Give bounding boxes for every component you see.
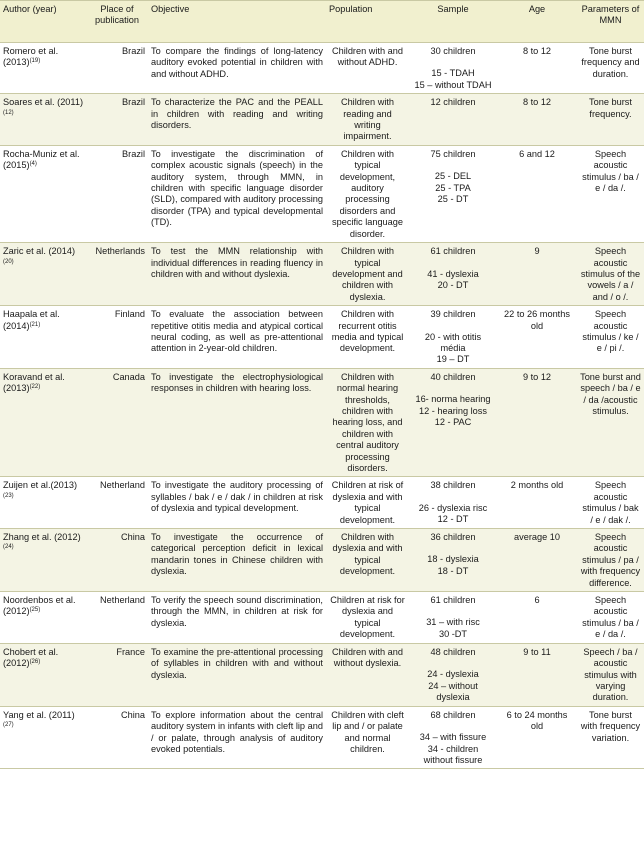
sample-line: 20 - with otitis média [424,331,482,353]
cell-objective: To investigate the discrimination of complex acoustic signals (speech) in the auditory system, through MMN, in children with specific language disorder (SLD), compared with auditory processing disorder (TPA) and typical developmental (TD). [148,145,326,242]
reference-number: (26) [29,659,41,666]
reference-number: (23) [3,492,14,499]
cell-age: 2 months old [497,477,577,529]
header-author: Author (year) [0,1,86,43]
cell-population: Children at risk of dyslexia and with typical development. [326,477,409,529]
reference-number: (21) [29,321,41,328]
sample-line: 25 - DEL [434,171,472,182]
cell-age: 22 to 26 months old [497,306,577,369]
sample-line: 34 – with fissure [419,732,487,743]
cell-population: Children with recurrent otitis media and typical development. [326,306,409,369]
cell-objective: To explore information about the central auditory system in infants with cleft lip and / or palate, through analysis of auditory evoked potentials. [148,706,326,769]
cell-params: Tone burst frequency. [577,94,644,146]
cell-params: Speech acoustic stimulus / bak / e / dak /. [577,477,644,529]
sample-line: 19 – DT [436,354,470,365]
reference-number: (24) [3,544,14,551]
author-name: Chobert et al. (2012) [3,646,59,669]
sample-gap [412,658,494,669]
cell-population: Children with and without dyslexia. [326,643,409,706]
sample-line: 20 - DT [437,279,469,290]
cell-objective: To verify the speech sound discrimination, through the MMN, in children at risk for dyslexia. [148,592,326,644]
cell-place: Netherland [86,592,148,644]
author-name: Zuijen et al.(2013) [3,480,78,491]
sample-line: 12 - hearing loss [419,405,487,416]
sample-gap [412,606,494,617]
cell-place: Brazil [86,145,148,242]
reference-number: (20) [3,258,14,265]
cell-sample [409,145,497,242]
cell-population: Children with reading and writing impairment. [326,94,409,146]
header-objective: Objective [148,1,326,43]
table-row [0,706,644,769]
cell-params: Speech acoustic stimulus of the vowels / a / and / o /. [577,243,644,306]
cell-place: China [86,706,148,769]
sample-gap [412,321,494,332]
cell-age: 6 to 24 months old [497,706,577,769]
cell-objective: To investigate the occurrence of categorical perception deficit in lexical mandarin tones in Chinese children with dyslexia. [148,529,326,592]
sample-line: 16- norma hearing [415,394,491,405]
table-row [0,43,644,94]
cell-age: 9 [497,243,577,306]
cell-params: Speech acoustic stimulus / pa / with frequency difference. [577,529,644,592]
sample-line: 26 - dyslexia risc [418,502,488,513]
cell-population: Children with typical development, auditory processing disorders and specific language disorder. [326,145,409,242]
cell-objective: To compare the findings of long-latency auditory evoked potential in children with and without ADHD. [148,43,326,94]
cell-objective: To test the MMN relationship with individual differences in reading fluency in children with and without dyslexia. [148,243,326,306]
author-name: Koravand et al. (2013) [3,371,65,394]
cell-author [0,368,86,477]
sample-gap [412,492,494,503]
cell-author [0,643,86,706]
cell-sample [409,43,497,94]
table-row [0,477,644,529]
author-name: Yang et al. (2011) [3,709,75,720]
sample-line: 24 - dyslexia [427,669,479,680]
sample-line: 61 children [430,246,476,257]
reference-number: (22) [29,384,41,391]
header-sample: Sample [409,1,497,43]
cell-params: Tone burst and speech / ba / e / da /acoustic stimulus. [577,368,644,477]
table-row [0,643,644,706]
sample-gap [412,57,494,68]
cell-objective: To investigate the auditory processing of syllables / bak / e / dak / in children at risk of dyslexia and typical development. [148,477,326,529]
cell-age: 6 and 12 [497,145,577,242]
cell-params: Speech acoustic stimulus / ba / e / da /. [577,592,644,644]
sample-gap [412,543,494,554]
sample-line: 25 - TPA [435,182,471,193]
sample-line: 25 - DT [437,194,469,205]
header-params: Parameters of MMN [577,1,644,43]
cell-sample [409,243,497,306]
cell-age: 8 to 12 [497,43,577,94]
sample-gap [412,383,494,394]
cell-age: 9 to 12 [497,368,577,477]
sample-gap [412,258,494,269]
cell-population: Children with cleft lip and / or palate and normal children. [326,706,409,769]
sample-gap [412,721,494,732]
cell-population: Children with and without ADHD. [326,43,409,94]
cell-sample [409,706,497,769]
header-place: Place of publication [86,1,148,43]
cell-population: Children at risk for dyslexia and typical development. [326,592,409,644]
cell-place: China [86,529,148,592]
author-name: Soares et al. (2011) [3,97,84,108]
table-body [0,43,644,769]
sample-line: 61 children [430,595,476,606]
sample-line: 41 - dyslexia [427,268,479,279]
cell-author [0,145,86,242]
cell-objective: To examine the pre-attentional processing of syllables in children with and without dyslexia. [148,643,326,706]
cell-author [0,43,86,94]
cell-sample [409,477,497,529]
author-name: Zaric et al. (2014) [3,246,75,257]
cell-place: Netherlands [86,243,148,306]
cell-author [0,529,86,592]
author-name: Haapala et al. (2014) [3,309,60,331]
table-row [0,529,644,592]
sample-line: 38 children [430,480,476,491]
cell-author [0,306,86,369]
reference-number: (19) [29,58,41,65]
sample-line: 15 - TDAH [431,68,475,79]
cell-author [0,243,86,306]
sample-line: 30 -DT [438,628,468,639]
sample-line: 36 children [430,532,476,543]
sample-line: 75 children [430,148,476,159]
author-name: Rocha-Muniz et al. (2015) [3,148,80,171]
cell-params: Speech / ba / acoustic stimulus with varying duration. [577,643,644,706]
cell-population: Children with typical development and children with dyslexia. [326,243,409,306]
cell-age: 8 to 12 [497,94,577,146]
cell-population: Children with normal hearing thresholds, children with hearing loss, and children with central auditory processing disorders. [326,368,409,477]
sample-gap [412,160,494,171]
sample-line: 40 children [430,371,476,382]
cell-place: Netherland [86,477,148,529]
cell-objective: To characterize the PAC and the PEALL in children with reading and writing disorders. [148,94,326,146]
cell-author [0,477,86,529]
cell-place: Brazil [86,94,148,146]
table-row [0,306,644,369]
cell-sample [409,643,497,706]
author-name: Romero et al. (2013) [3,46,59,68]
sample-line: 30 children [430,46,476,56]
cell-place: Brazil [86,43,148,94]
sample-line: 68 children [430,709,476,720]
table-row [0,243,644,306]
cell-params: Speech acoustic stimulus / ke / e / pi /. [577,306,644,369]
reference-number: (4) [29,161,37,168]
author-name: Zhang et al. (2012) [3,532,81,543]
sample-line: 12 - DT [437,514,469,525]
header-age: Age [497,1,577,43]
table-row [0,368,644,477]
sample-line: 12 children [430,97,476,108]
sample-line: 24 – without dyslexia [428,680,478,702]
cell-population: Children with dyslexia and with typical development. [326,529,409,592]
cell-objective: To evaluate the association between repetitive otitis media and atypical cortical neural coding, as well as pre-attentional attention in 2-year-old children. [148,306,326,369]
cell-params: Tone burst with frequency variation. [577,706,644,769]
cell-sample [409,368,497,477]
cell-params: Tone burst frequency and duration. [577,43,644,94]
cell-sample [409,94,497,146]
table-header-row [0,1,644,43]
table-row [0,94,644,146]
cell-place: France [86,643,148,706]
sample-line: 12 - PAC [434,416,472,427]
cell-place: Canada [86,368,148,477]
cell-age: average 10 [497,529,577,592]
sample-line: 15 – without TDAH [414,79,492,90]
sample-line: 31 – with risc [426,617,480,628]
cell-age: 9 to 11 [497,643,577,706]
author-name: Noordenbos et al. (2012) [3,595,76,617]
cell-sample [409,306,497,369]
sample-line: 18 - DT [437,565,469,576]
sample-line: 18 - dyslexia [427,554,479,565]
table-row [0,145,644,242]
table-row [0,592,644,644]
sample-line: 48 children [430,646,476,657]
cell-author [0,94,86,146]
reference-number: (27) [3,722,14,729]
reference-number: (12) [3,109,14,116]
reference-number: (25) [29,607,41,614]
cell-objective: To investigate the electrophysiological responses in children with hearing loss. [148,368,326,477]
cell-author [0,592,86,644]
cell-age: 6 [497,592,577,644]
cell-params: Speech acoustic stimulus / ba / e / da /. [577,145,644,242]
cell-sample [409,592,497,644]
header-population: Population [326,1,409,43]
sample-line: 39 children [430,309,476,320]
cell-sample [409,529,497,592]
cell-author [0,706,86,769]
cell-place: Finland [86,306,148,369]
sample-line: 34 - children without fissure [423,743,483,765]
